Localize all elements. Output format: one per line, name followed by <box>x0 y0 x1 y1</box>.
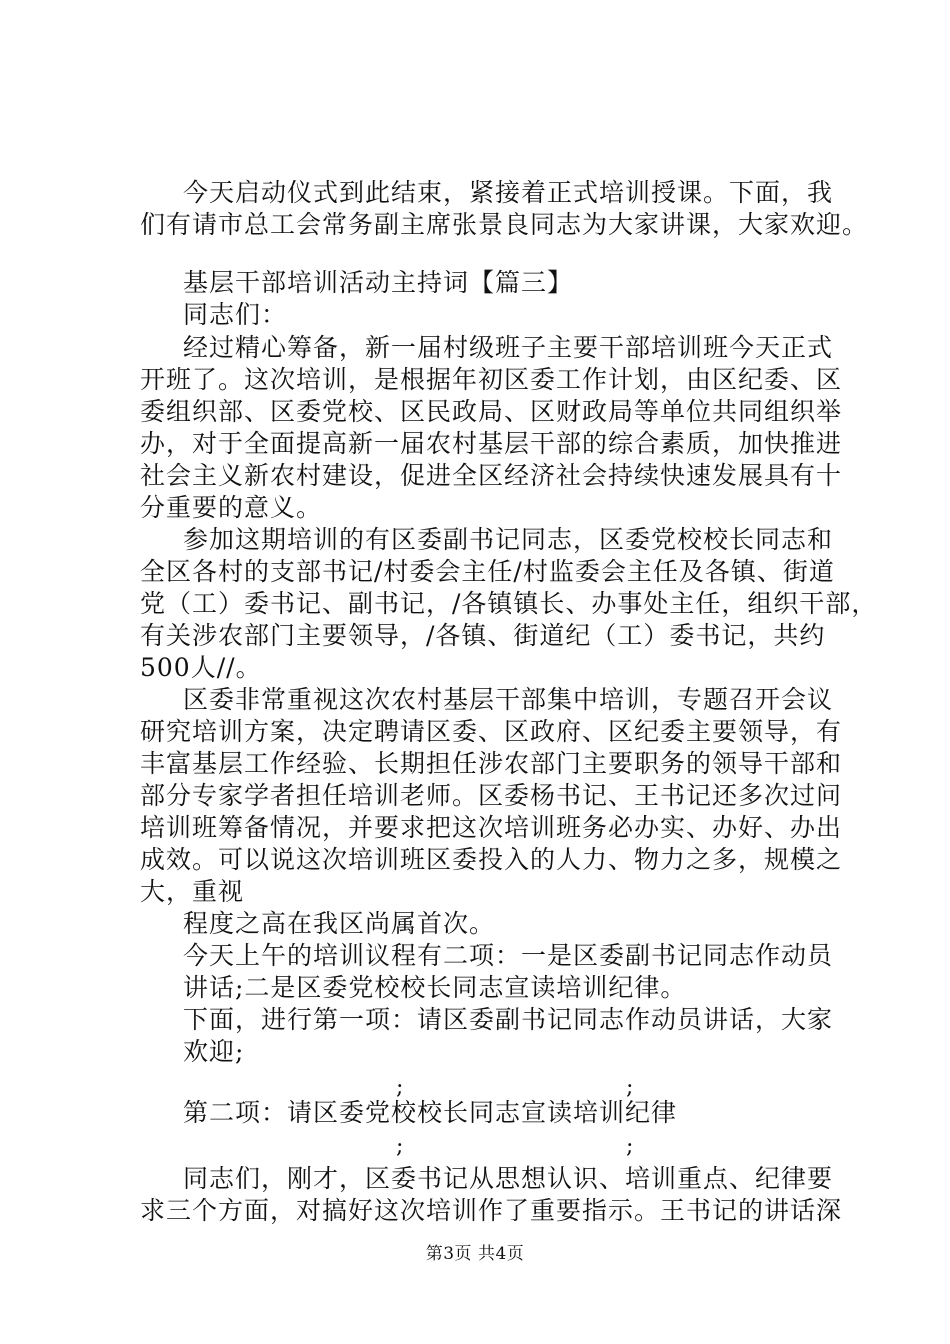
agenda-line: 下面，进行第一项：请区委副书记同志作动员讲话，大家 <box>183 1005 834 1034</box>
text-line: 部分专家学者担任培训老师。区委杨书记、王书记还多次过问 <box>140 781 843 810</box>
separator-mark: ; <box>396 1075 404 1100</box>
text-line: 全区各村的支部书记/村委会主任/村监委会主任及各镇、街道 <box>140 557 835 586</box>
text-line: 丰富基层工作经验、长期担任涉农部门主要职务的领导干部和 <box>140 749 843 778</box>
text-line: 经过精心筹备，新一届村级班子主要干部培训班今天正式 <box>183 333 834 362</box>
separator-mark: ; <box>626 1075 634 1100</box>
agenda-line: 欢迎; <box>183 1037 245 1066</box>
text-line: 大，重视 <box>140 877 245 906</box>
salutation: 同志们： <box>183 300 288 329</box>
text-line: 参加这期培训的有区委副书记同志，区委党校校长同志和 <box>183 525 834 554</box>
text-line: 求三个方面，对搞好这次培训作了重要指示。王书记的讲话深 <box>140 1196 843 1225</box>
text-line: 们有请市总工会常务副主席张景良同志为大家讲课，大家欢迎。 <box>140 210 869 239</box>
text-line: 开班了。这次培训，是根据年初区委工作计划，由区纪委、区 <box>140 365 843 394</box>
text-line: 培训班筹备情况，并要求把这次培训班务必办实、办好、办出 <box>140 813 843 842</box>
agenda-line: 今天上午的培训议程有二项：一是区委副书记同志作动员 <box>183 941 834 970</box>
text-line: 社会主义新农村建设，促进全区经济社会持续快速发展具有十 <box>140 461 843 490</box>
text-line: 区委非常重视这次农村基层干部集中培训，专题召开会议 <box>183 685 834 714</box>
separator-mark: ; <box>396 1134 404 1159</box>
text-line: 党（工）委书记、副书记，/各镇镇长、办事处主任，组织干部， <box>140 589 878 618</box>
agenda-line: 第二项：请区委党校校长同志宣读培训纪律 <box>183 1098 678 1127</box>
text-line: 成效。可以说这次培训班区委投入的人力、物力之多，规模之 <box>140 845 843 874</box>
text-line: 今天启动仪式到此结束，紧接着正式培训授课。下面，我 <box>183 178 834 207</box>
text-line: 办，对于全面提高新一届农村基层干部的综合素质，加快推进 <box>140 429 843 458</box>
text-line: 同志们，刚才，区委书记从思想认识、培训重点、纪律要 <box>183 1164 834 1193</box>
text-line: 500人//。 <box>140 653 262 682</box>
text-line: 研究培训方案，决定聘请区委、区政府、区纪委主要领导，有 <box>140 717 843 746</box>
text-line: 有关涉农部门主要领导，/各镇、街道纪（工）委书记，共约 <box>140 621 826 650</box>
text-line: 委组织部、区委党校、区民政局、区财政局等单位共同组织举 <box>140 397 843 426</box>
text-line: 分重要的意义。 <box>140 493 323 522</box>
page-footer: 第3页 共4页 <box>425 1244 525 1264</box>
section-heading: 基层干部培训活动主持词【篇三】 <box>183 268 574 297</box>
separator-mark: ; <box>626 1134 634 1159</box>
agenda-line: 讲话;二是区委党校校长同志宣读培训纪律。 <box>183 973 687 1002</box>
text-line: 程度之高在我区尚属首次。 <box>183 909 496 938</box>
